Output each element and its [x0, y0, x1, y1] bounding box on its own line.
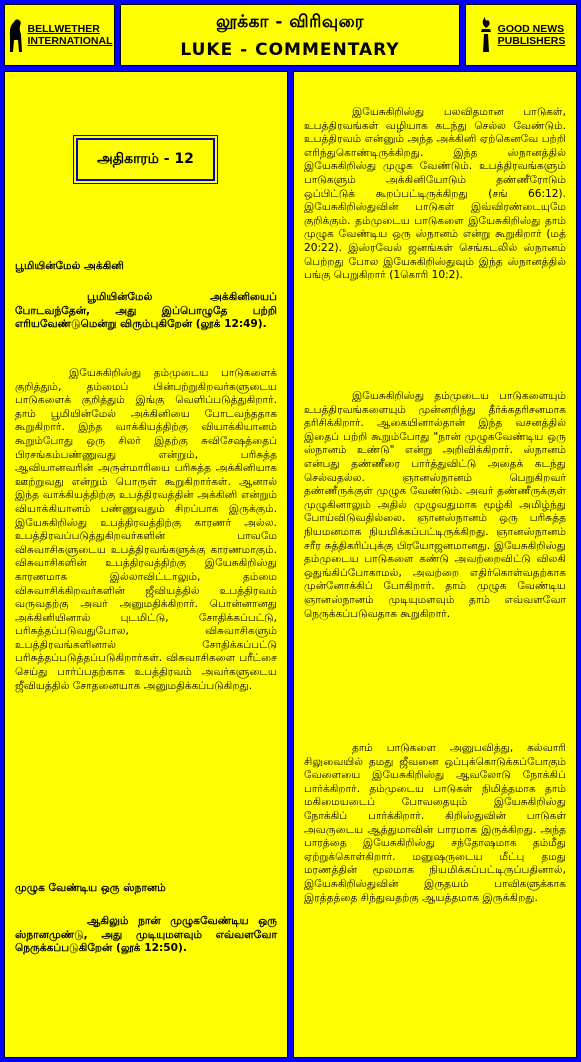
verse-quote: பூமியின்மேல் அக்கினியைப் போடவந்தேன், அது இப்பொழுதே பற்றி எரியவேண்டுமென்று விரும்புகிறேன் (லூக் 12:49). [15, 291, 277, 331]
logo-left-line1: BELLWETHER [27, 23, 100, 35]
page-header [120, 4, 460, 66]
verse-quote: ஆகிலும் நான் முழுகவேண்டிய ஒரு ஸ்நானமுண்டு, அது முடியுமளவும் எவ்வளவோ நெருக்கப்படுகிறேன் (லூக் 12:50). [15, 915, 277, 955]
section-heading: பூமியின்மேல் அக்கினி [15, 260, 124, 272]
logo-left-line2: INTERNATIONAL [27, 35, 113, 47]
chapter-heading: அதிகாரம் - 12 [76, 138, 215, 181]
commentary-paragraph: தாம் பாடுகளை அனுபவித்து, கல்வாரி சிலுவையில் தமது ஜீவனை ஒப்புக்கொடுக்கப்போகும் வேளையை இயேசுகிறிஸ்து ஆவலோடு நோக்கிப் பார்க்கிறார். தம்முடைய பாடுகள் நிமித்தமாக தாம் மகிமையடைப் போவதையும் இயேசுகிறிஸ்து நோக்கிப் பார்க்கிறார். கிறிஸ்துவின் பாடுகள் அவருடைய ஆத்துமாவின் பாரமாக இருக்கிறது. அந்த பாரத்தை இயேசுகிறிஸ்து சந்தோஷமாக தம்மீது ஏற்றுக்கொள்கிறார். மனுஷருடைய மீட்பு தமது மரணத்தின் மூலமாக நியமிக்கப்பட்டிருப்பதினால், இயேசுகிறிஸ்துவின் இருதயம் பாவிகளுக்காக இரத்தத்தை சிந்துவதற்கு ஆயத்தமாக இருக்கிறது. [304, 742, 566, 904]
ram-silhouette-icon [7, 16, 25, 54]
logo-right-line1: GOOD NEWS [497, 23, 565, 35]
commentary-paragraph: இயேசுகிறிஸ்து தம்முடைய பாடுகளையும் உபத்திரவங்களையும் முன்னறிந்து தீர்க்கதரிசனமாக தரிசிக்கிறார். ஆகையினால்தான் இந்த வசனத்தில் இதைப் பற்றி கூறும்போது "நான் முழுகவேண்டிய ஒரு ஸ்நானம் உண்டு" என்று அறிவிக்கிறார். ஸ்நானம் என்பது தண்ணீரை பார்த்துவிட்டு அதைக் கடந்து செல்வதல்ல. ஞானஸ்நானம் பெறுகிறவர் தண்ணீருக்குள் முழுக வேண்டும். அவர் தண்ணீருக்குள் முழுகினாலும் அதில் முழுவதுமாக மூழ்கி அமிழ்ந்து போய்விடுவதில்லை. ஞானஸ்நானம் ஒரு பரிசுத்த நியமனமாக நியமிக்கப்பட்டிருக்கிறது. ஞானஸ்நானம் சரீர சுத்திகரிப்புக்கு பிரயோஜனமானது. இயேசுகிறிஸ்து தம்முடைய பாடுகளை கண்டு அவற்றைவிட்டு விலகி ஒதுங்கிப்போகாமல், அவற்றை எதிர்கொள்வதற்காக முன்னோக்கிப் போகிறார். தாம் முழுக வேண்டிய ஞானஸ்நானம் முடியுமளவும் தாம் எவ்வளவோ நெருக்கப்படுவதாக கூறுகிறார். [304, 390, 566, 620]
title-tamil: லூக்கா - விரிவுரை [215, 12, 365, 32]
good-news-logo [465, 4, 577, 66]
right-column [293, 71, 577, 1058]
section-heading: முழுக வேண்டிய ஒரு ஸ்நானம் [15, 882, 166, 894]
left-column [4, 71, 288, 1058]
bellwether-logo [4, 4, 115, 66]
logo-right-line2: PUBLISHERS [497, 35, 566, 47]
commentary-paragraph: இயேசுகிறிஸ்து பலவிதமான பாடுகள், உபத்திரவங்கள் வழியாக கடந்து செல்ல வேண்டும். உபத்திரவம் என்னும் அந்த அக்கினி ஏற்கெனவே பற்றி எரிந்துகொண்டிருக்கிறது. இந்த ஸ்நானத்தில் இயேசுகிறிஸ்து முழுக வேண்டும். உபத்திரவங்களும் பாடுகளும் அக்கினியோடும் தண்ணீரோடும் ஒப்பிட்டுக் கூறப்பட்டிருக்கிறது (சங் 66:12). இயேசுகிறிஸ்துவின் பாடுகள் இவ்விரண்டையுமே குறிக்கும். தம்முடைய பாடுகளை இயேசுகிறிஸ்து தாம் முழுக வேண்டிய ஒரு ஸ்நானம் என்று கூறுகிறார் (மத் 20:22). இஸ்ரவேல் ஜனங்கள் செங்கடலில் ஸ்நானம் பெற்றது போல இயேசுகிறிஸ்துவும் இந்த ஸ்நானத்தில் பங்கு பெறுகிறார் (1கொரி 10:2). [304, 106, 566, 282]
commentary-paragraph: இயேசுகிறிஸ்து தம்முடைய பாடுகளைக் குறித்தும், தம்மைப் பின்பற்றுகிறவர்களுடைய பாடுகளைக் குறித்தும் இங்கு வெளிப்படுத்துகிறார். தாம் பூமியின்மேல் அக்கினியை போடவந்ததாக கூறுகிறார். இந்த வாக்கியத்திற்கு வியாக்கியானம் கூறும்போது ஒரு சிலர் இதற்கு சுவிசேஷத்தைப் பிரசங்கம்பண்ணுவது என்றும், பரிசுத்த ஆவியானவரின் அருள்மாரியை பரிசுத்த அக்கினியாக ஊற்றுவது என்றும் பொருள் கூறுகிறார்கள். ஆனால் இந்த வாக்கியத்திற்கு உபத்திரவத்தின் அக்கினி என்றும் வியாக்கியானம் பண்ணுவதும் சிறப்பாக இருக்கும். இயேசுகிறிஸ்து உபத்திரவத்திற்கு காரணர் அல்ல. உபத்திரவப்படுத்துகிறவர்களின் பாவமே விசுவாசிகளுடைய உபத்திரவங்களுக்கு காரணமாகும். விசுவாசிகளின் உபத்திரவத்திற்கு இயேசுகிறிஸ்து காரணமாக இல்லாவிட்டாலும், தம்மை விசுவாசிக்கிறவர்களின் ஜீவியத்தில் உபத்திரவம் வருவதற்கு அவர் அனுமதிக்கிறார். பொன்னானது அக்கினியினால் புடமிட்டு, சோதிக்கப்பட்டு, பரிசுத்தப்படுவதுபோல, விசுவாசிகளும் உபத்திரவங்களினால் சோதிக்கப்பட்டு பரிசுத்தப்படுத்தப்படுகிறார்கள். விசுவாசிகளை பரீட்சை செய்து பார்ப்பதற்காக உபத்திரவம் அவர்களுடைய ஜீவியத்தில் சோதனையாக அனுமதிக்கப்படுகிறது. [15, 367, 277, 692]
title-english: LUKE - COMMENTARY [180, 40, 400, 60]
torch-icon [477, 16, 495, 54]
